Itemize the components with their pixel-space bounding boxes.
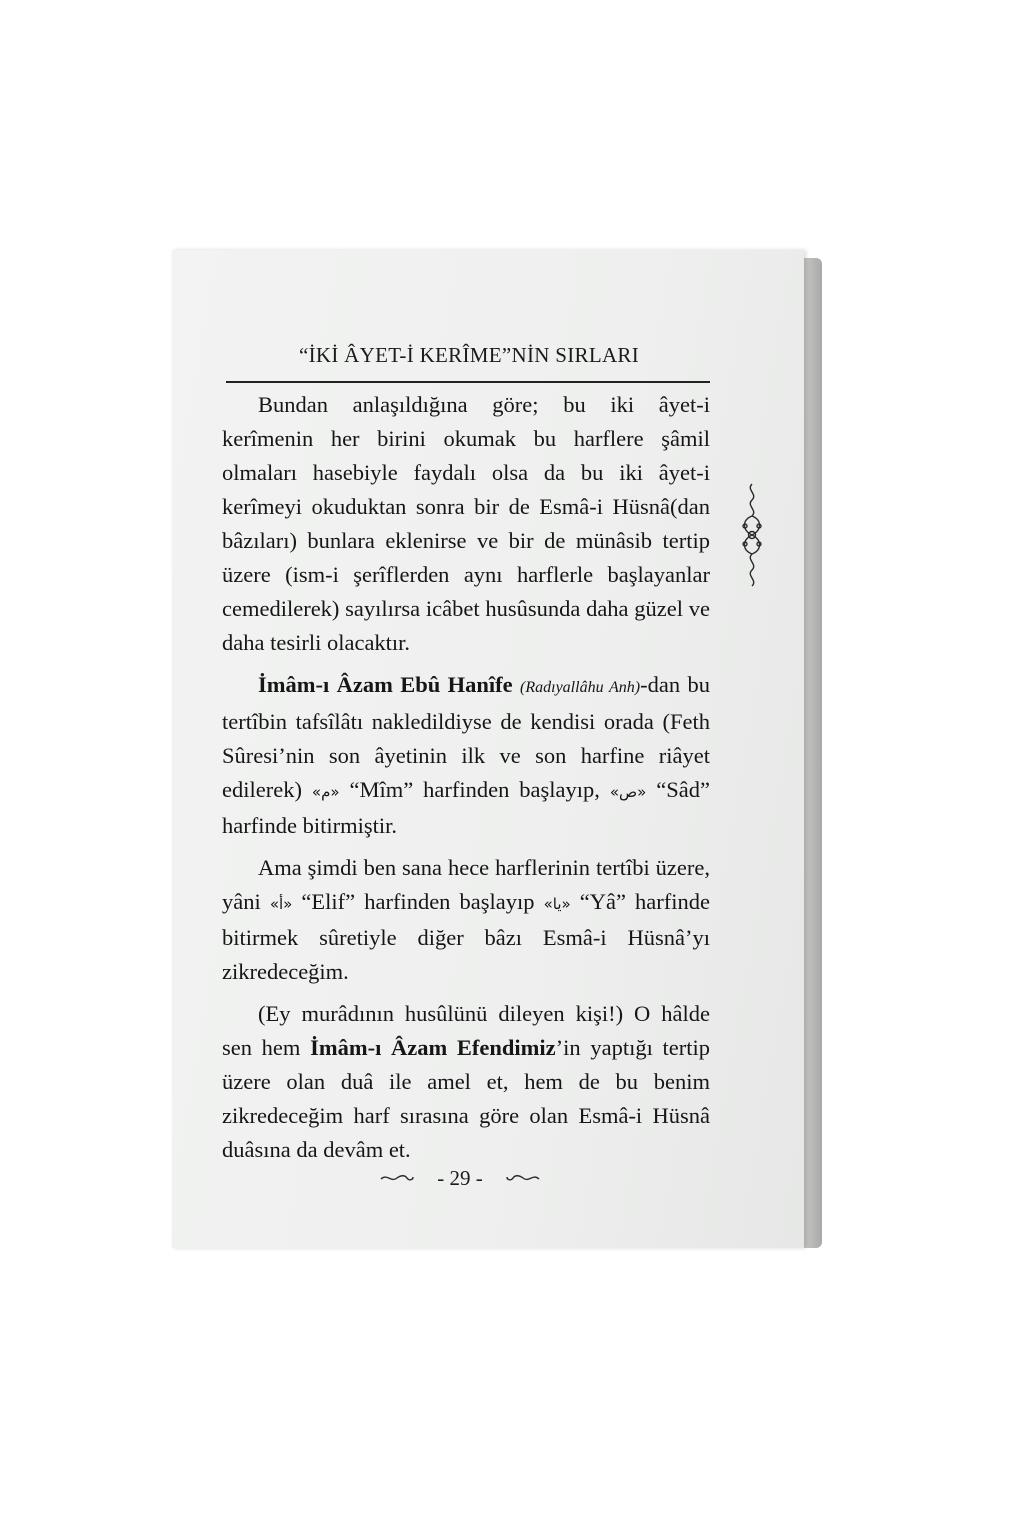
paragraph-2-text-c: “Sâd” harfinde bitirmiştir. bbox=[222, 777, 710, 838]
header-rule bbox=[226, 381, 710, 383]
paragraph-3-text-a: Ama şimdi ben sana hece harflerinin tertîbi üzere, yâni bbox=[222, 855, 710, 914]
page-number: - 29 - bbox=[437, 1165, 483, 1190]
paragraph-2-text-a: -dan bu tertîbin tafsîlâtı nakledildiyse de kendisi orada (Feth Sûresi’nin son âyetinin ilk ve son harfine riâyet edilerek) bbox=[222, 672, 711, 802]
floral-flourish-icon bbox=[738, 480, 766, 590]
honorific: (Radıyallâhu Anh) bbox=[520, 679, 641, 696]
arabic-letter-mim: «م» bbox=[311, 783, 340, 801]
paragraph-3-text-b: “Elif” harfinden başlayıp bbox=[292, 889, 544, 914]
arabic-letter-ya: «يا» bbox=[543, 895, 571, 913]
swirl-ornament-icon bbox=[505, 1171, 541, 1185]
paragraph-4 bbox=[222, 997, 710, 1167]
paragraph-3-text-c: “Yâ” harfinde bitirmek sûretiyle diğer bâzı Esmâ-i Hüsnâ’yı zikredeceğim. bbox=[222, 889, 710, 984]
paragraph-3 bbox=[222, 851, 710, 989]
swirl-ornament-icon bbox=[379, 1171, 415, 1185]
running-head: “İKİ ÂYET-İ KERÎME”NİN SIRLARI bbox=[298, 343, 640, 367]
paragraph-1: Bundan anlaşıldığına göre; bu iki âyet-i kerîmenin her birini okumak bu harflere şâmil olmaları hasebiyle faydalı olsa da bu iki âyet-i kerîmeyi okuduktan sonra bir de Esmâ-i Hüsnâ(dan bâzıları) bunlara eklenirse ve bir de münâsib tertip üzere (ism-i şerîflerden aynı harflerle başlayanlar cemedilerek) sayılırsa icâbet husûsunda daha güzel ve daha tesirli olacaktır. bbox=[222, 392, 710, 655]
arabic-letter-sad: «ص» bbox=[609, 783, 647, 801]
arabic-letter-elif: «أ» bbox=[269, 895, 293, 913]
imam-name: İmâm-ı Âzam Ebû Hanîfe bbox=[258, 672, 513, 697]
page-body bbox=[222, 388, 710, 1167]
paragraph-4-text-a: (Ey murâdının husûlünü dileyen kişi!) O hâlde sen hem bbox=[222, 1001, 710, 1060]
paragraph-4-text-b: ’in yaptığı tertip üzere olan duâ ile amel et, hem de bu benim zikredeceğim harf sırasına göre olan Esmâ-i Hüsnâ duâsına da devâm et. bbox=[222, 1035, 710, 1162]
paragraph-2-text-b: “Mîm” harfinden başlayıp, bbox=[339, 777, 610, 802]
page-footer bbox=[330, 1163, 590, 1193]
imam-efendimiz: İmâm-ı Âzam Efendimiz bbox=[310, 1035, 556, 1060]
paragraph-2 bbox=[222, 668, 710, 843]
